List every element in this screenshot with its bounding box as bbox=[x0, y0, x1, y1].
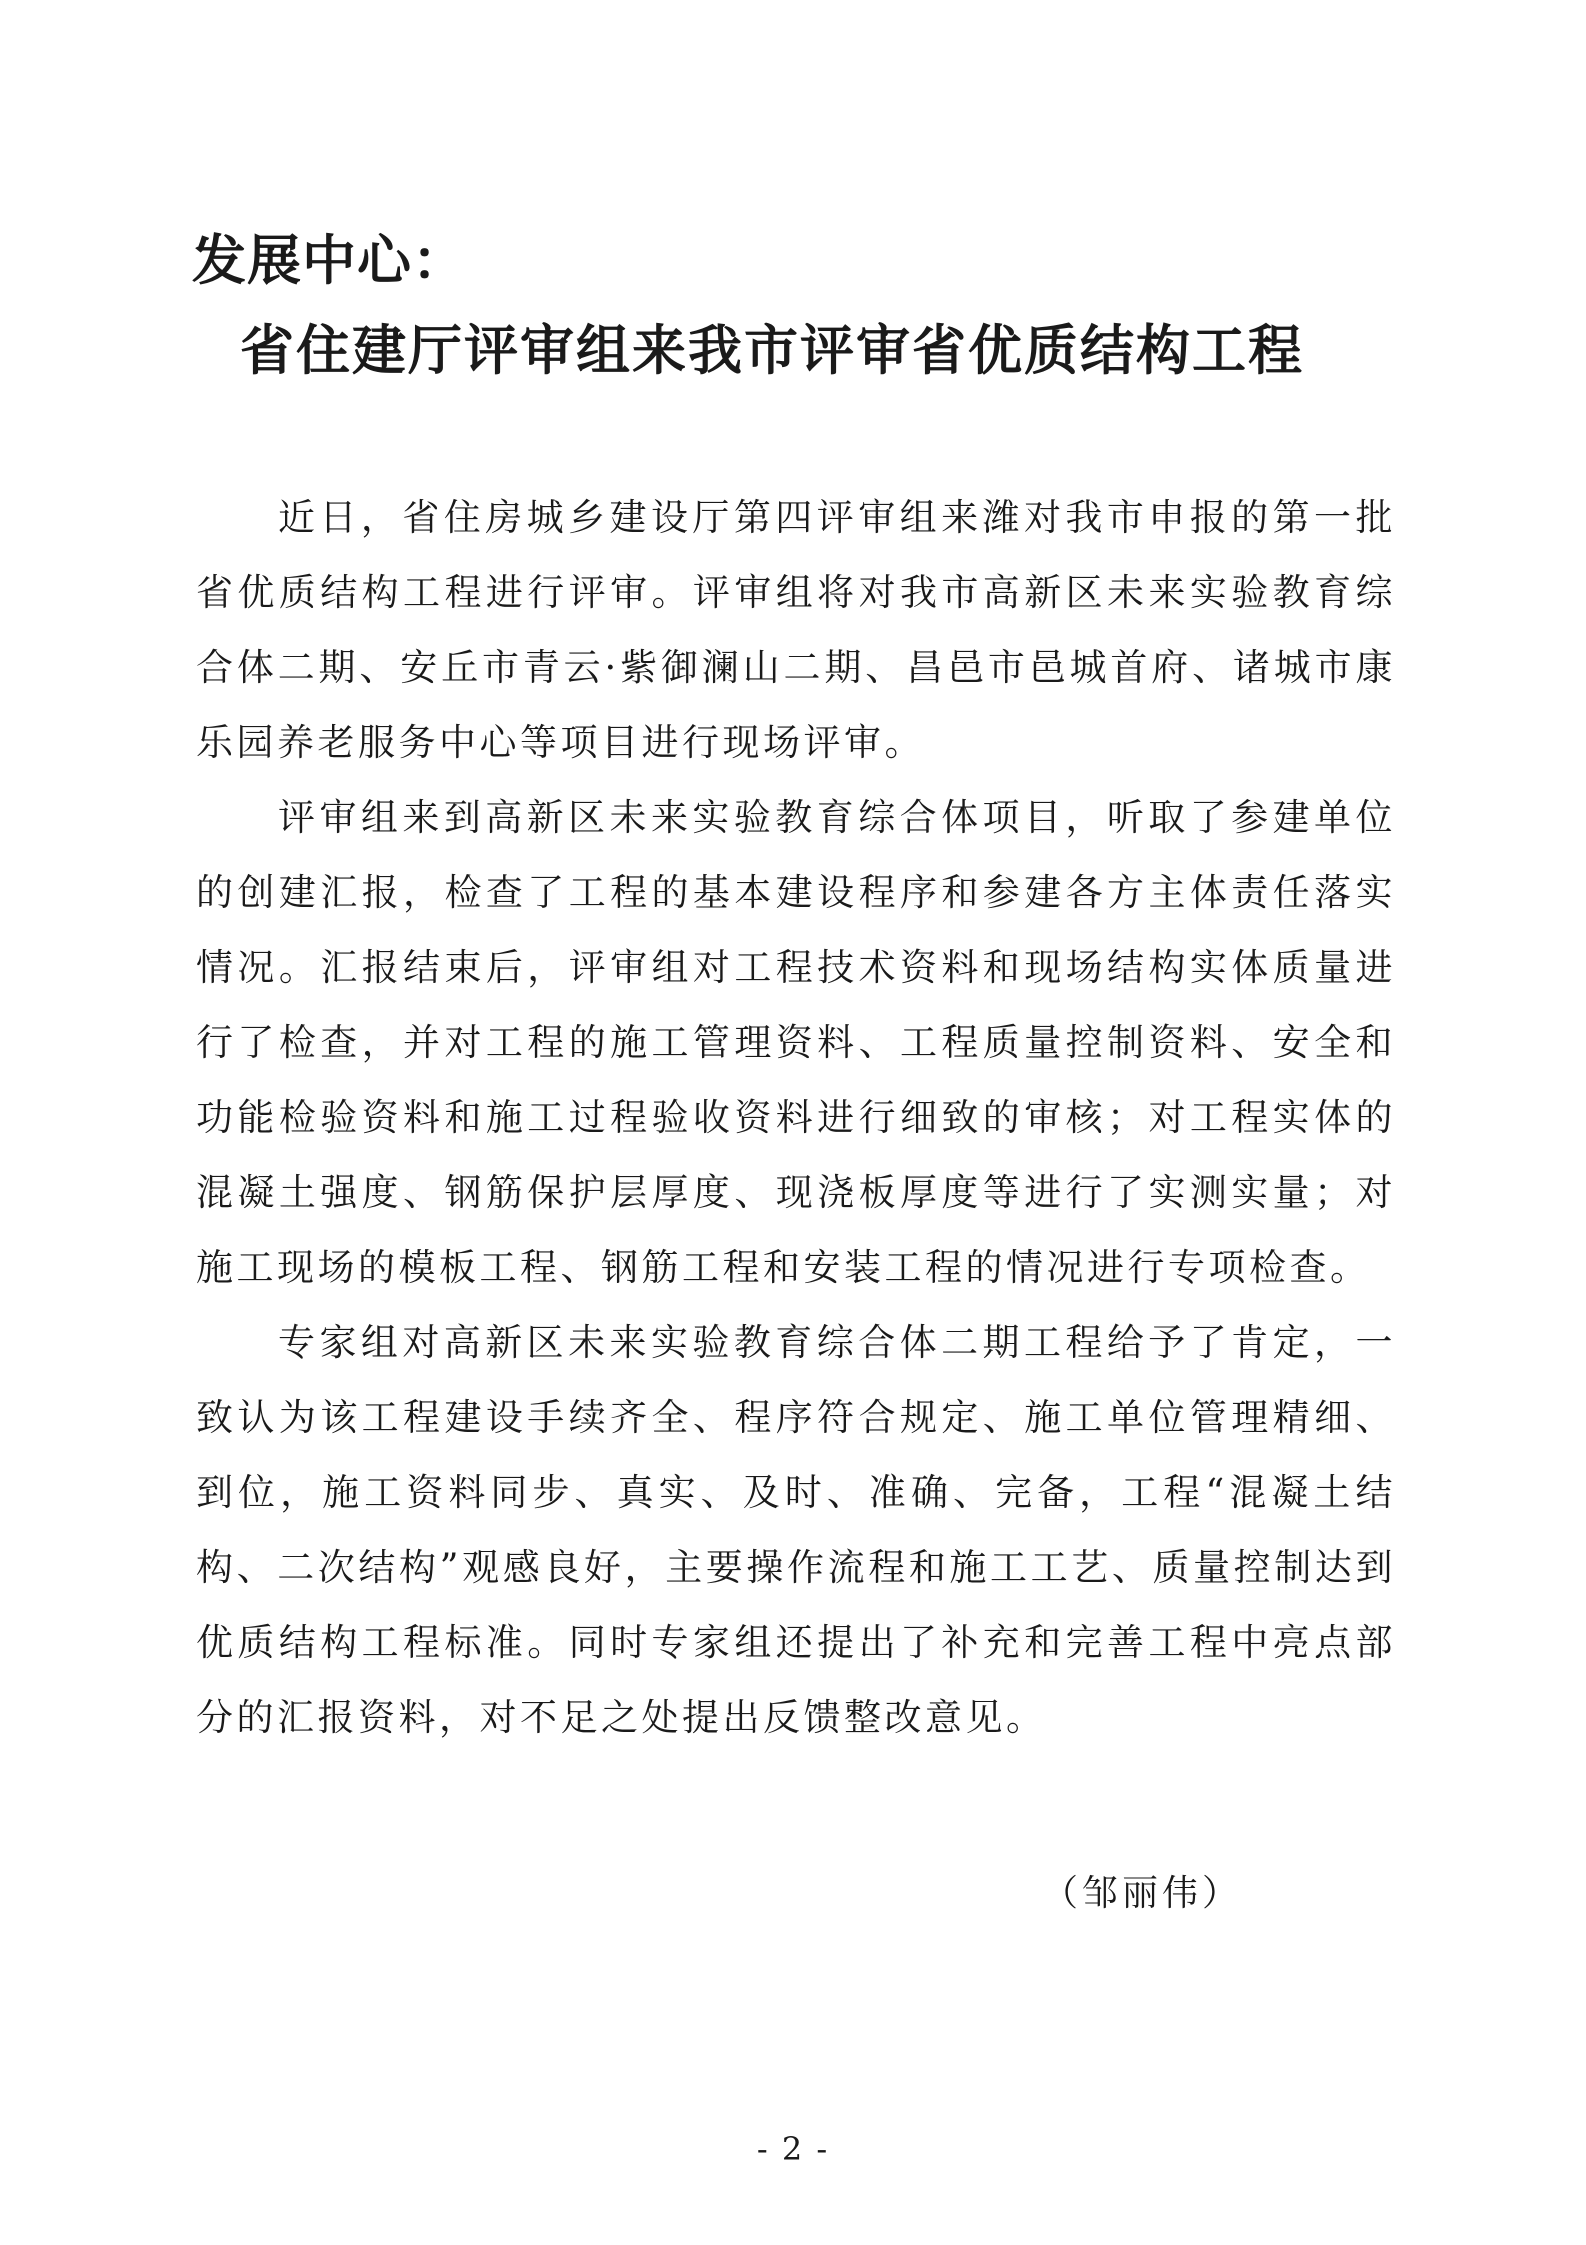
body-paragraph-1: 近日，省住房城乡建设厅第四评审组来潍对我市申报的第一批省优质结构工程进行评审。评审组将对我市高新区未来实验教育综合体二期、安丘市青云·紫御澜山二期、昌邑市邑城首府、诸城市康乐园养老服务中心等项目进行现场评审。 bbox=[196, 496, 1396, 764]
article-heading-line-2: 省住建厅评审组来我市评审省优质结构工程 bbox=[240, 318, 1304, 382]
author-byline: （邹丽伟） bbox=[1042, 1873, 1243, 1914]
body-paragraph-2: 评审组来到高新区未来实验教育综合体项目，听取了参建单位的创建汇报，检查了工程的基本建设程序和参建各方主体责任落实情况。汇报结束后，评审组对工程技术资料和现场结构实体质量进行了检查，并对工程的施工管理资料、工程质量控制资料、安全和功能检验资料和施工过程验收资料进行细致的审核；对工程实体的混凝土强度、钢筋保护层厚度、现浇板厚度等进行了实测实量；对施工现场的模板工程、钢筋工程和安装工程的情况进行专项检查。 bbox=[196, 796, 1396, 1289]
page-number: - 2 - bbox=[756, 2130, 830, 2168]
article-heading-line-1: 发展中心： bbox=[192, 228, 467, 292]
article-body bbox=[196, 480, 1396, 1755]
body-paragraph-3: 专家组对高新区未来实验教育综合体二期工程给予了肯定，一致认为该工程建设手续齐全、程序符合规定、施工单位管理精细、到位，施工资料同步、真实、及时、准确、完备，工程“混凝土结构、二次结构”观感良好，主要操作流程和施工工艺、质量控制达到优质结构工程标准。同时专家组还提出了补充和完善工程中亮点部分的汇报资料，对不足之处提出反馈整改意见。 bbox=[196, 1321, 1396, 1739]
